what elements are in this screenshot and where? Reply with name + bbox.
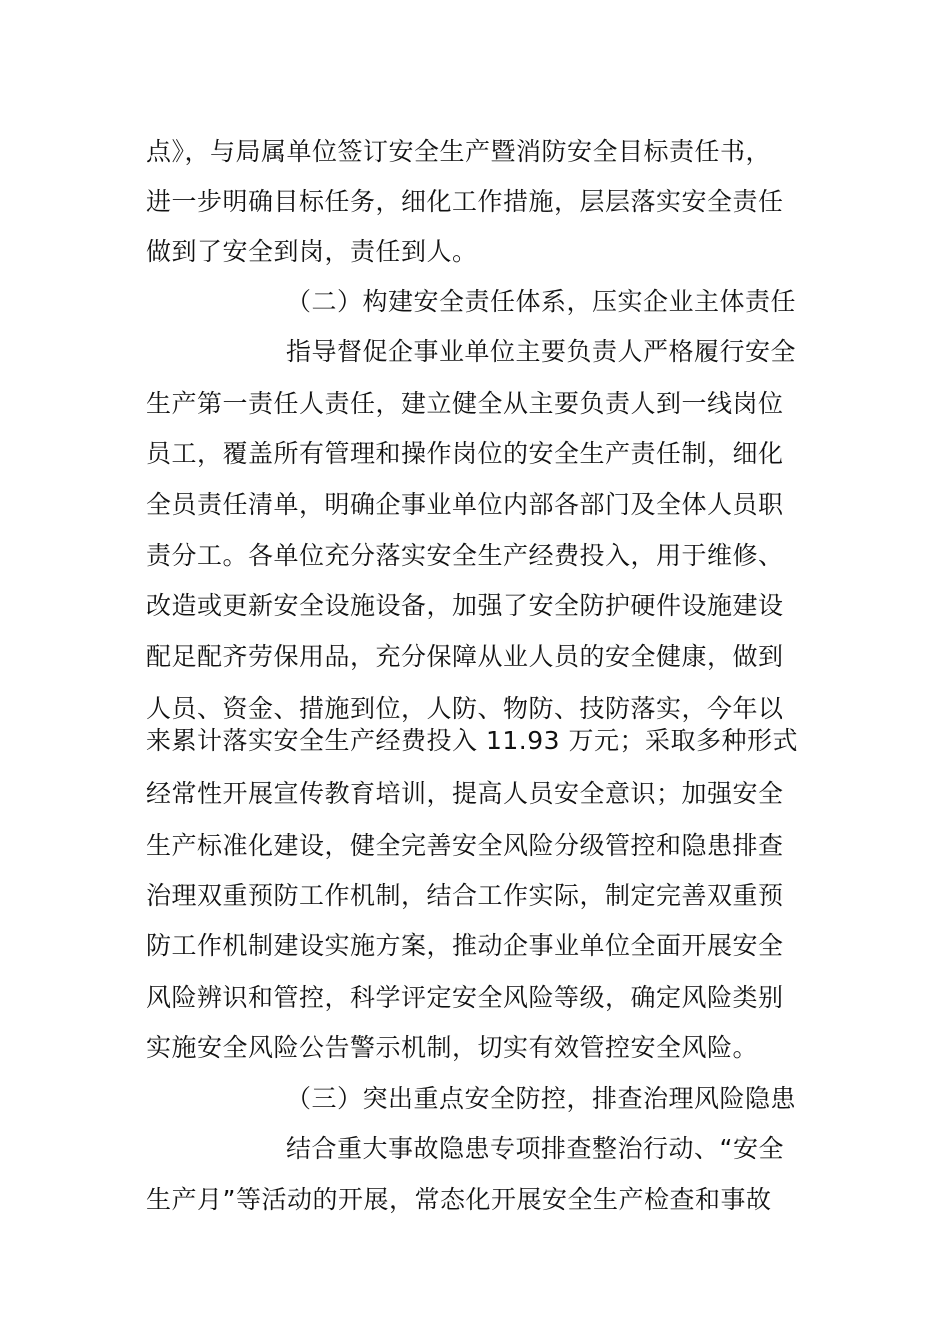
text-line: 指导督促企事业单位主要负责人严格履行安全 — [286, 337, 797, 366]
section-heading-3: （三）突出重点安全防控，排查治理风险隐患 — [286, 1084, 797, 1113]
text-line: 员工，覆盖所有管理和操作岗位的安全生产责任制，细化 — [146, 439, 784, 468]
text-line: 治理双重预防工作机制，结合工作实际，制定完善双重预 — [146, 881, 784, 910]
text-line: 风险辨识和管控，科学评定安全风险等级，确定风险类别 — [146, 983, 784, 1012]
text-line: 点》，与局属单位签订安全生产暨消防安全目标责任书， — [146, 137, 772, 166]
text-line: 来累计落实安全生产经费投入 11.93 万元；采取多种形式 — [146, 726, 798, 755]
text-line: 进一步明确目标任务，细化工作措施，层层落实安全责任 — [146, 187, 784, 216]
text-line: 做到了安全到岗，责任到人。 — [146, 237, 478, 266]
text-line: 责分工。各单位充分落实安全生产经费投入，用于维修、 — [146, 541, 784, 570]
section-heading-2: （二）构建安全责任体系，压实企业主体责任 — [286, 287, 797, 316]
text-line: 实施安全风险公告警示机制，切实有效管控安全风险。 — [146, 1033, 759, 1062]
text-line: 人员、资金、措施到位，人防、物防、技防落实，今年以 — [146, 694, 784, 723]
text-line: 结合重大事故隐患专项排查整治行动、“安全 — [286, 1134, 784, 1163]
text-line: 生产月”等活动的开展，常态化开展安全生产检查和事故 — [146, 1185, 772, 1214]
text-line: 改造或更新安全设施设备，加强了安全防护硬件设施建设 — [146, 591, 784, 620]
text-line: 生产标准化建设，健全完善安全风险分级管控和隐患排查 — [146, 831, 784, 860]
text-line: 配足配齐劳保用品，充分保障从业人员的安全健康，做到 — [146, 642, 784, 671]
text-line: 生产第一责任人责任，建立健全从主要负责人到一线岗位 — [146, 389, 784, 418]
text-line: 全员责任清单，明确企事业单位内部各部门及全体人员职 — [146, 490, 784, 519]
text-line: 经常性开展宣传教育培训，提高人员安全意识；加强安全 — [146, 779, 784, 808]
text-line: 防工作机制建设实施方案，推动企事业单位全面开展安全 — [146, 931, 784, 960]
